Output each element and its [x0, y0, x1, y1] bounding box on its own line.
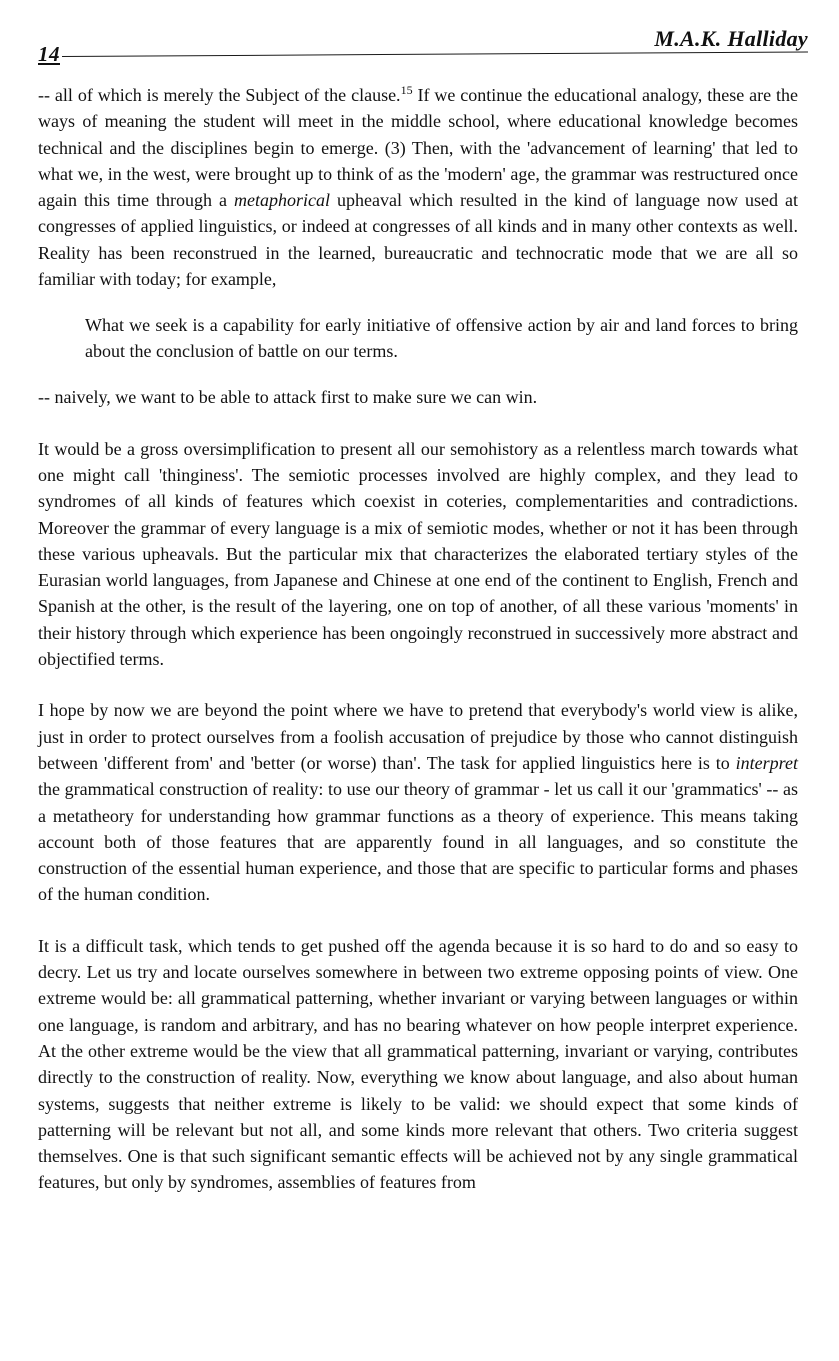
- paragraph-1-middle: If we continue the educational analogy, these are the ways of meaning the student will meet in the middle school, where educational knowledge becomes technical and the disciplines begin to emerge. (3) Then, with the 'advancement of learning' that led to what we, in the west, were brought up to think of as the 'modern' age, the grammar was restructured once again this time through a: [38, 85, 798, 211]
- page-header: [32, 22, 808, 66]
- block-quote: What we seek is a capability for early initiative of offensive action by air and land forces to bring about the conclusion of battle on our terms.: [85, 315, 798, 362]
- body-text: [38, 82, 798, 1196]
- emphasis-metaphorical: metaphorical: [234, 190, 331, 211]
- page-number: 14: [38, 42, 60, 66]
- paragraph-4-start: I hope by now we are beyond the point where we have to pretend that everybody's world view is alike, just in order to protect ourselves from a foolish accusation of prejudice by those who cannot distinguish between 'different from' and 'better (or worse) than'. The task for applied linguistics here is to: [38, 700, 798, 773]
- paragraph-2: -- naively, we want to be able to attack first to make sure we can win.: [38, 387, 538, 408]
- paragraph-4-end: the grammatical construction of reality: to use our theory of grammar - let us call it our 'grammatics' -- as a metatheory for understanding how grammar functions as a theory of experience. This means taking account both of those features that are apparently found in all languages, and so constitute the construction of the essential human experience, and those that are specific to particular forms and phases of the human condition.: [38, 779, 798, 905]
- paragraph-3: It would be a gross oversimplification to present all our semohistory as a relentless march towards what one might call 'thinginess'. The semiotic processes involved are highly complex, and they lead to syndromes of all kinds of features which coexist in coteries, complementarities and contradictions. Moreover the grammar of every language is a mix of semiotic modes, whether or not it has been through these various upheavals. But the particular mix that characterizes the elaborated tertiary styles of the Eurasian world languages, from Japanese and Chinese at one end of the continent to English, French and Spanish at the other, is the result of the layering, one on top of another, of all these various 'moments' in their history through which experience has been ongoingly reconstrued in successively more abstract and objectified terms.: [38, 438, 798, 670]
- emphasis-interpret: interpret: [735, 752, 798, 773]
- paragraph-4: [38, 697, 798, 907]
- header-rule: [62, 51, 808, 57]
- paragraph-1: [38, 82, 798, 292]
- running-head: M.A.K. Halliday: [654, 26, 808, 51]
- paragraph-1-start: -- all of which is merely the Subject of the clause.: [38, 85, 401, 105]
- footnote-marker: 15: [400, 83, 413, 97]
- paragraph-1-end: upheaval which resulted in the kind of language now used at congresses of applied linguistics, or indeed at congresses of all kinds and in many other contexts as well. Reality has been reconstrued in the learned, bureaucratic and technocratic mode that we are all so familiar with today; for example,: [38, 190, 798, 290]
- paragraph-5: It is a difficult task, which tends to get pushed off the agenda because it is so hard to do and so easy to decry. Let us try and locate ourselves somewhere in between two extreme opposing points of view. One extreme would be: all grammatical patterning, whether invariant or varying between languages or within one language, is random and arbitrary, and has no bearing whatever on how people interpret experience. At the other extreme would be the view that all grammatical patterning, invariant or varying, contributes directly to the construction of reality. Now, everything we know about language, and also about human systems, suggests that neither extreme is likely to be valid: we should expect that some kinds of patterning will be relevant but not all, and some kinds more relevant that others. Two criteria suggest themselves. One is that such significant semantic effects will be achieved not by any single grammatical features, but only by syndromes, assemblies of features from: [38, 935, 798, 1193]
